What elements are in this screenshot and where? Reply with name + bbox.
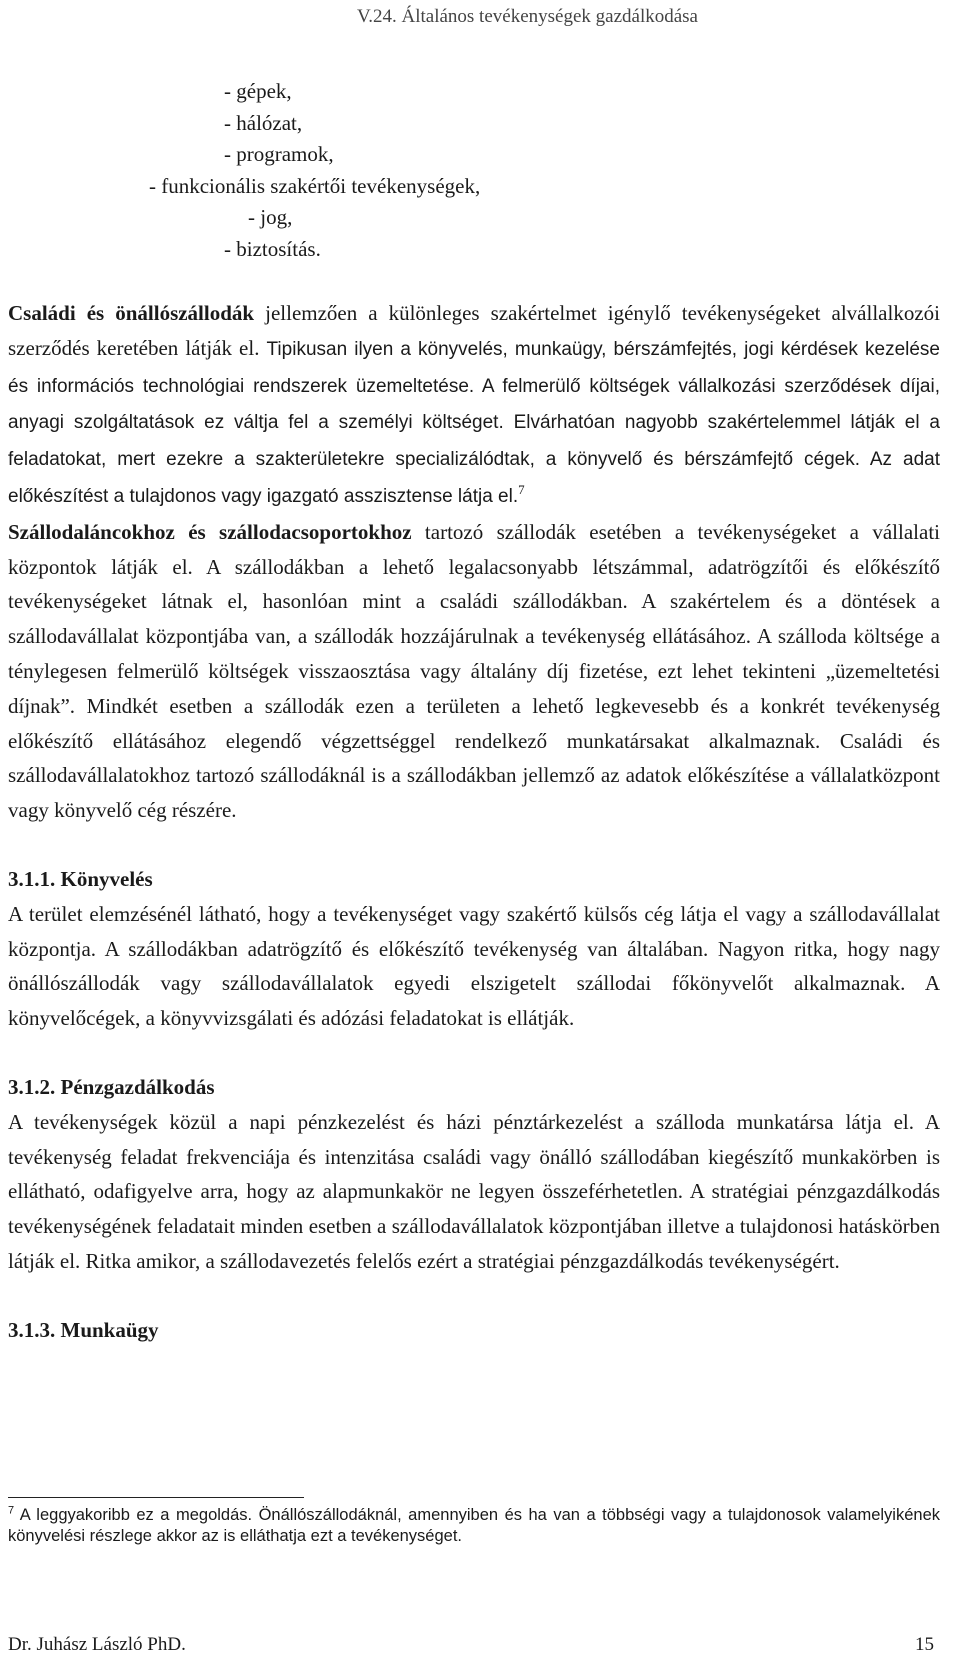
section-heading-penzgazdalkodas: 3.1.2. Pénzgazdálkodás xyxy=(8,1074,215,1099)
list-item: - biztosítás. xyxy=(224,236,321,261)
paragraph-text: tartozó szállodák esetében a tevékenységeket a vállalati központok látják el. A szállodákban a lehető legalacsonyabb létszámmal, adatrögzítői és előkészítő tevékenységeket látnak el, hasonlóan mint a családi szállodákban. A szakértelem és a döntések a szállodavállalat központjába van, a szállodák hozzájárulnak a tevékenység ellátásához. A szálloda költsége a ténylegesen felmerülő költségek visszaosztása vagy általány díj fizetése, ezt lehet tekinteni „üzemeltetési díjnak”. Mindkét esetben a szállodák ezen a területen a lehető legkevesebb és a konkrét tevékenység előkészítő ellátásához elegendő végzettséggel rendelkező munkatársakat alkalmaznak. Családi és szállodavállalatokhoz tartozó szállodáknál is a szállodákban jellemző az adatok előkészítése a vállalatközpont vagy könyvelő cég részére. xyxy=(8,519,940,823)
running-header: V.24. Általános tevékenységek gazdálkodása xyxy=(356,6,698,27)
list-item: - funkcionális szakértői tevékenységek, xyxy=(149,173,481,198)
footer-author: Dr. Juhász László PhD. xyxy=(8,1634,186,1655)
section-heading-munkaugy: 3.1.3. Munkaügy xyxy=(8,1317,159,1342)
footnote-divider xyxy=(8,1497,304,1498)
list-item: - hálózat, xyxy=(224,110,303,135)
paragraph-family-hotels xyxy=(8,296,940,515)
main-text xyxy=(8,296,940,1348)
section-text-penzgazdalkodas: A tevékenységek közül a napi pénzkezelést és házi pénztárkezelést a szálloda munkatársa látja el. A tevékenység feladat frekvenciája és intenzitása családi vagy önálló szállodában kiegészítő munkakörben is ellátható, odafigyelve arra, hogy az alapmunkakör ne legyen összeférhetetlen. A stratégiai pénzgazdálkodás tevékenységének feladatait minden esetben a szállodavállalatok központjában illetve a tulajdonosi hatáskörben látják el. Ritka amikor, a szállodavezetés felelős ezért a stratégiai pénzgazdálkodás tevékenységért. xyxy=(8,1109,940,1273)
bold-term: Családi és önállószállodák xyxy=(8,301,255,325)
section-heading-konyveles: 3.1.1. Könyvelés xyxy=(8,866,153,891)
list-item: - programok, xyxy=(224,142,334,166)
page-number: 15 xyxy=(915,1634,934,1655)
list-item: - jog, xyxy=(248,205,293,229)
paragraph-text: jellemzően a különleges szakértelmet igénylő tevékenységeket alvállalkozói szerződés keretében látják el. xyxy=(8,301,940,360)
bold-term: Szállodaláncokhoz és szállodacsoportokhoz xyxy=(8,519,412,544)
footnote-text: A leggyakoribb ez a megoldás. Önállószállodáknál, amennyiben és ha van a többségi vagy a tulajdonosok valamelyikének könyvelési részlege akkor az is elláthatja ezt a tevékenységet. xyxy=(8,1506,940,1545)
footnote xyxy=(8,1505,940,1547)
bullet-list xyxy=(0,76,960,265)
section-text-konyveles: A terület elemzésénél látható, hogy a tevékenységet vagy szakértő külsős cég látja el vagy a szállodavállalat központja. A szállodákban adatrögzítő és előkészítő tevékenység van általában. Nagyon ritka, hogy nagy önállószállodák vagy szállodavállalatok egyedi elszigetelt szállodai főkönyvelőt alkalmaznak. A könyvelőcégek, a könyvvizsgálati és adózási feladatokat is ellátják. xyxy=(8,901,940,1031)
list-item: - gépek, xyxy=(224,79,292,103)
footnote-number: 7 xyxy=(8,1504,15,1517)
footnote-ref[interactable]: 7 xyxy=(518,481,525,497)
paragraph-text-sans: Tipikusan ilyen a könyvelés, munkaügy, bérszámfejtés, jogi kérdések kezelése és információs technológiai rendszerek üzemeltetése. A felmerülő költségek vállalkozási szerződések díjai, anyagi szolgáltatások ez váltja fel a személyi költséget. Elvárhatóan nagyobb szakértelemmel látják el a feladatokat, mert ezekre a szakterületekre specializálódtak, a könyvelő és bérszámfejtő cégek. Az adat előkészítést a tulajdonos vagy igazgató asszisztense látja el. xyxy=(8,338,940,507)
paragraph-hotel-chains xyxy=(8,515,940,828)
